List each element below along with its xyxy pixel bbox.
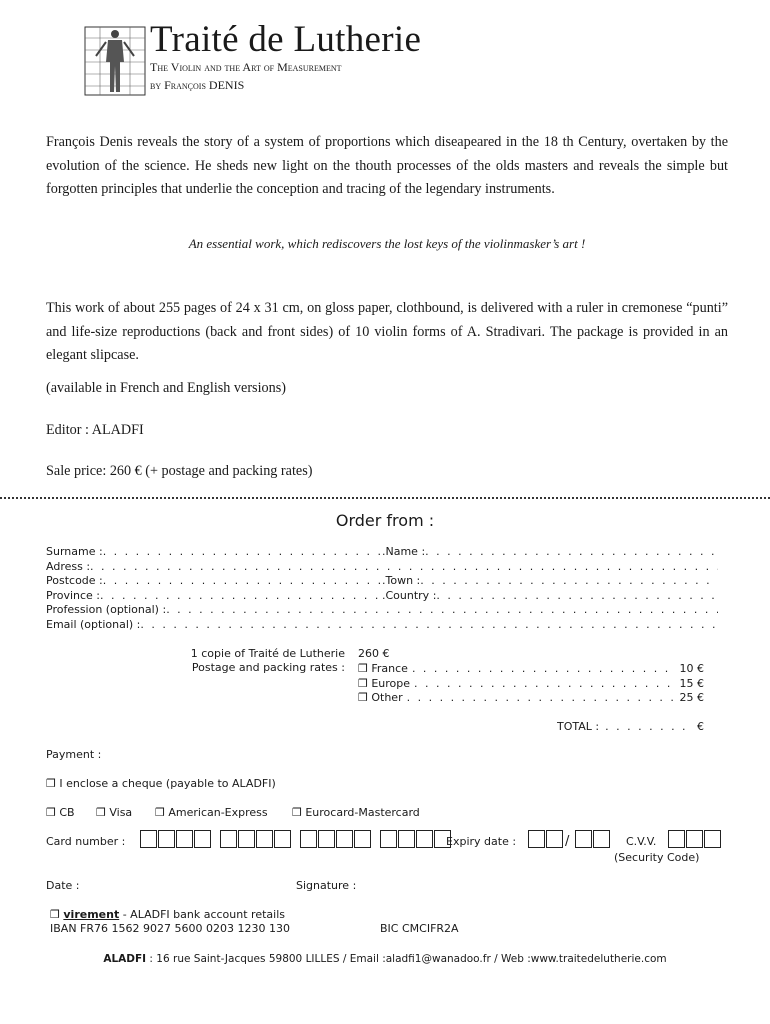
payment-label: Payment : [46, 748, 102, 761]
rate-label: ❒ France [358, 661, 408, 675]
virement-checkbox: ❒ [50, 908, 60, 921]
rate-price: 25 € [679, 690, 704, 704]
name-field[interactable] [382, 545, 718, 558]
rate-label: ❒ Other [358, 690, 403, 704]
virement-word: virement [63, 908, 120, 921]
expiry-label: Expiry date : [446, 835, 517, 848]
card-number-boxes[interactable] [140, 830, 460, 848]
total-currency: € [697, 719, 704, 733]
rate-other[interactable] [358, 690, 704, 704]
card-eurocard-option[interactable]: ❒ Eurocard-Mastercard [292, 806, 420, 819]
date-field[interactable]: Date : [46, 879, 80, 892]
book-subtitle: The Violin and the Art of Measurement [150, 60, 342, 74]
card-number-label: Card number : [46, 835, 126, 848]
country-field[interactable] [382, 589, 718, 602]
footer [0, 953, 770, 965]
order-form-title: Order from : [335, 511, 435, 530]
cvv-boxes[interactable] [668, 830, 722, 848]
rate-france[interactable] [358, 661, 704, 675]
postcode-town-row [46, 573, 718, 587]
total-label: TOTAL : [557, 719, 600, 733]
province-country-row [46, 588, 718, 602]
profession-field[interactable] [46, 602, 718, 616]
cvv-label: C.V.V. [626, 835, 657, 848]
rate-price: 15 € [679, 676, 704, 690]
book-author: by François DENIS [150, 78, 245, 92]
card-visa-option[interactable]: ❒ Visa [96, 806, 133, 819]
email-label: Email (optional) : [46, 617, 141, 631]
adress-field[interactable] [46, 559, 718, 573]
dotted-separator [0, 497, 770, 499]
footer-address: : 16 rue Saint-Jacques 59800 LILLES / Email :aladfi1@wanadoo.fr / Web :www.traitedelutherie.com [146, 953, 667, 965]
tagline: An essential work, which rediscovers the lost keys of the violinmasker’s art ! [188, 236, 586, 251]
expiry-month-boxes[interactable] [528, 830, 564, 848]
province-field[interactable] [46, 589, 382, 602]
postcode-label: Postcode : [46, 573, 103, 587]
town-label: .Town : [382, 573, 421, 587]
book-title: Traité de Lutherie [150, 19, 422, 60]
country-label: .Country : [382, 588, 437, 602]
description-paragraph: This work of about 255 pages of 24 x 31 cm, on gloss paper, clothbound, is delivered with a ruler in cremonese “punti” and life-size reproductions (back and front sides) of 10 violin forms of A. Stradivari. The package is provided in an elegant slipcase. [46, 300, 728, 363]
name-label: .Name : [382, 544, 426, 558]
cheque-option[interactable]: ❒ I enclose a cheque (payable to ALADFI) [46, 777, 276, 790]
surname-name-row [46, 544, 718, 558]
card-cb-option[interactable]: ❒ CB [46, 806, 75, 819]
email-field[interactable] [46, 617, 718, 631]
rate-label: ❒ Europe [358, 676, 411, 690]
postage-label: Postage and packing rates : [191, 661, 345, 674]
postcode-field[interactable] [46, 574, 382, 587]
expiry-separator: / [565, 834, 570, 849]
vitruvian-figure-logo [84, 26, 146, 96]
security-code-note: (Security Code) [614, 851, 700, 864]
copy-price: 260 € [358, 647, 390, 660]
total-field[interactable] [557, 719, 704, 733]
availability-text: (available in French and English versions) [46, 380, 286, 396]
expiry-year-boxes[interactable] [575, 830, 611, 848]
copy-label: 1 copie of Traité de Lutherie [190, 647, 345, 660]
rate-europe[interactable] [358, 676, 704, 690]
bic-text: BIC CMCIFR2A [380, 922, 459, 935]
surname-label: Surname : [46, 544, 103, 558]
virement-text: - ALADFI bank account retails [122, 908, 285, 921]
province-label: Province : [46, 588, 101, 602]
virement-option[interactable] [50, 908, 285, 921]
town-field[interactable] [382, 574, 718, 587]
surname-field[interactable] [46, 545, 382, 558]
rate-price: 10 € [679, 661, 704, 675]
price-text: Sale price: 260 € (+ postage and packing rates) [46, 463, 313, 479]
footer-company: ALADFI [103, 953, 147, 965]
editor-text: Editor : ALADFI [46, 422, 144, 438]
card-amex-option[interactable]: ❒ American-Express [155, 806, 268, 819]
intro-paragraph: François Denis reveals the story of a system of proportions which diseapeared in the 18 th Century, overtaken by the evolution of the science. He sheds new light on the thouth processes of the olds masters and reveals the simple but forgotten principles that underlie the conception and tracing of the legendary instruments. [46, 134, 728, 197]
adress-label: Adress : [46, 559, 91, 573]
profession-label: Profession (optional) : [46, 602, 167, 616]
iban-text: IBAN FR76 1562 9027 5600 0203 1230 130 [50, 922, 290, 935]
signature-field[interactable]: Signature : [296, 879, 357, 892]
